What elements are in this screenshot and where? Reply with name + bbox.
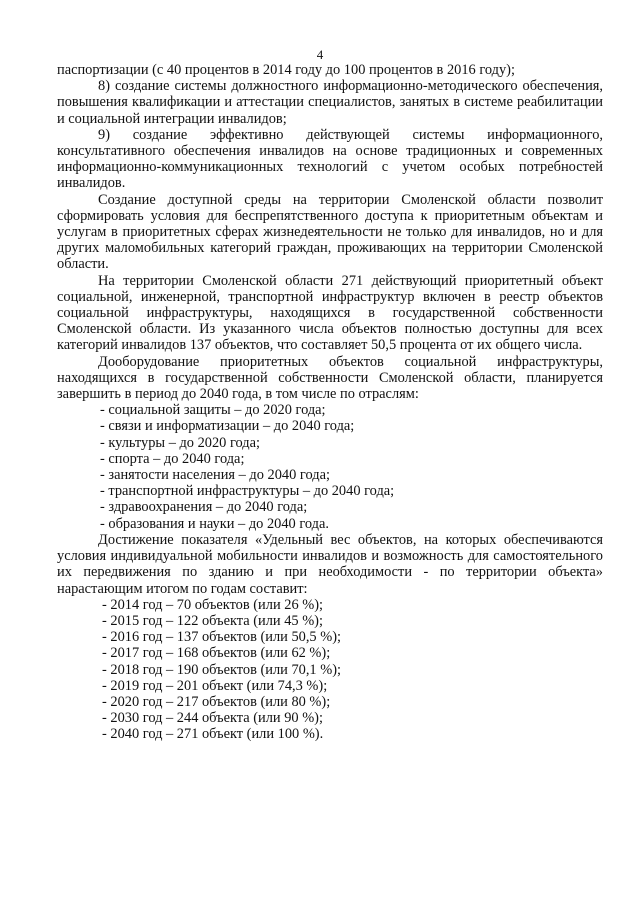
sector-list bbox=[57, 402, 603, 532]
list-item: - 2040 год – 271 объект (или 100 %). bbox=[102, 726, 324, 743]
paragraph-equipment-plan: Дооборудование приоритетных объектов социальной инфраструктуры, находящихся в государственной собственности Смоленской области, планируется завершить в период до 2040 года, в том числе по отраслям: bbox=[57, 353, 603, 403]
paragraph-item-9: 9) создание эффективно действующей системы информационного, консультативного обеспечения инвалидов на основе традиционных и современных информационно-коммуникационных технологий с учетом особых потребностей инвалидов. bbox=[57, 126, 603, 192]
list-item: - 2016 год – 137 объектов (или 50,5 %); bbox=[102, 629, 341, 646]
list-item: - занятости населения – до 2040 года; bbox=[100, 467, 330, 484]
list-item: - 2030 год – 244 объекта (или 90 %); bbox=[102, 710, 323, 727]
list-item: - транспортной инфраструктуры – до 2040 года; bbox=[100, 483, 395, 500]
list-item: - образования и науки – до 2040 года. bbox=[100, 515, 329, 532]
list-item: - спорта – до 2040 года; bbox=[100, 450, 245, 467]
paragraph-accessible-environment: Создание доступной среды на территории Смоленской области позволит сформировать условия для беспрепятственного доступа к приоритетным объектам и услугам в приоритетных сферах жизнедеятельности не только для инвалидов, но и для других маломобильных категорий граждан, проживающих на территории Смоленской области. bbox=[57, 191, 603, 273]
paragraph-indicator: Достижение показателя «Удельный вес объектов, на которых обеспечиваются условия индивидуальной мобильности инвалидов и возможность для самостоятельного их передвижения по зданию и при необходимости - по территории объекта» нарастающим итогом по годам составит: bbox=[57, 531, 603, 597]
list-item: - 2014 год – 70 объектов (или 26 %); bbox=[102, 596, 324, 613]
paragraph-priority-objects: На территории Смоленской области 271 действующий приоритетный объект социальной, инженерной, транспортной инфраструктур включен в реестр объектов социальной инфраструктуры, находящихся в государственной собственности Смоленской области. Из указанного числа объектов полностью доступны для всех категорий инвалидов 137 объектов, что составляет 50,5 процента от их общего числа. bbox=[57, 272, 603, 354]
document-body bbox=[57, 62, 603, 743]
list-item: - 2020 год – 217 объектов (или 80 %); bbox=[102, 693, 331, 710]
list-item: - культуры – до 2020 года; bbox=[100, 434, 261, 451]
paragraph-item-8: 8) создание системы должностного информационно-методического обеспечения, повышения квалификации и аттестации специалистов, занятых в системе реабилитации и социальной интеграции инвалидов; bbox=[57, 78, 603, 127]
yearly-targets-list bbox=[57, 597, 603, 743]
list-item: - 2017 год – 168 объектов (или 62 %); bbox=[102, 645, 331, 662]
paragraph-continuation: паспортизации (с 40 процентов в 2014 году до 100 процентов в 2016 году); bbox=[57, 62, 515, 78]
list-item: - социальной защиты – до 2020 года; bbox=[100, 402, 326, 419]
page-number: 4 bbox=[316, 47, 324, 62]
list-item: - 2018 год – 190 объектов (или 70,1 %); bbox=[102, 661, 341, 678]
list-item: - здравоохранения – до 2040 года; bbox=[100, 499, 308, 516]
list-item: - 2015 год – 122 объекта (или 45 %); bbox=[102, 612, 323, 629]
list-item: - 2019 год – 201 объект (или 74,3 %); bbox=[102, 677, 328, 694]
list-item: - связи и информатизации – до 2040 года; bbox=[100, 418, 355, 435]
